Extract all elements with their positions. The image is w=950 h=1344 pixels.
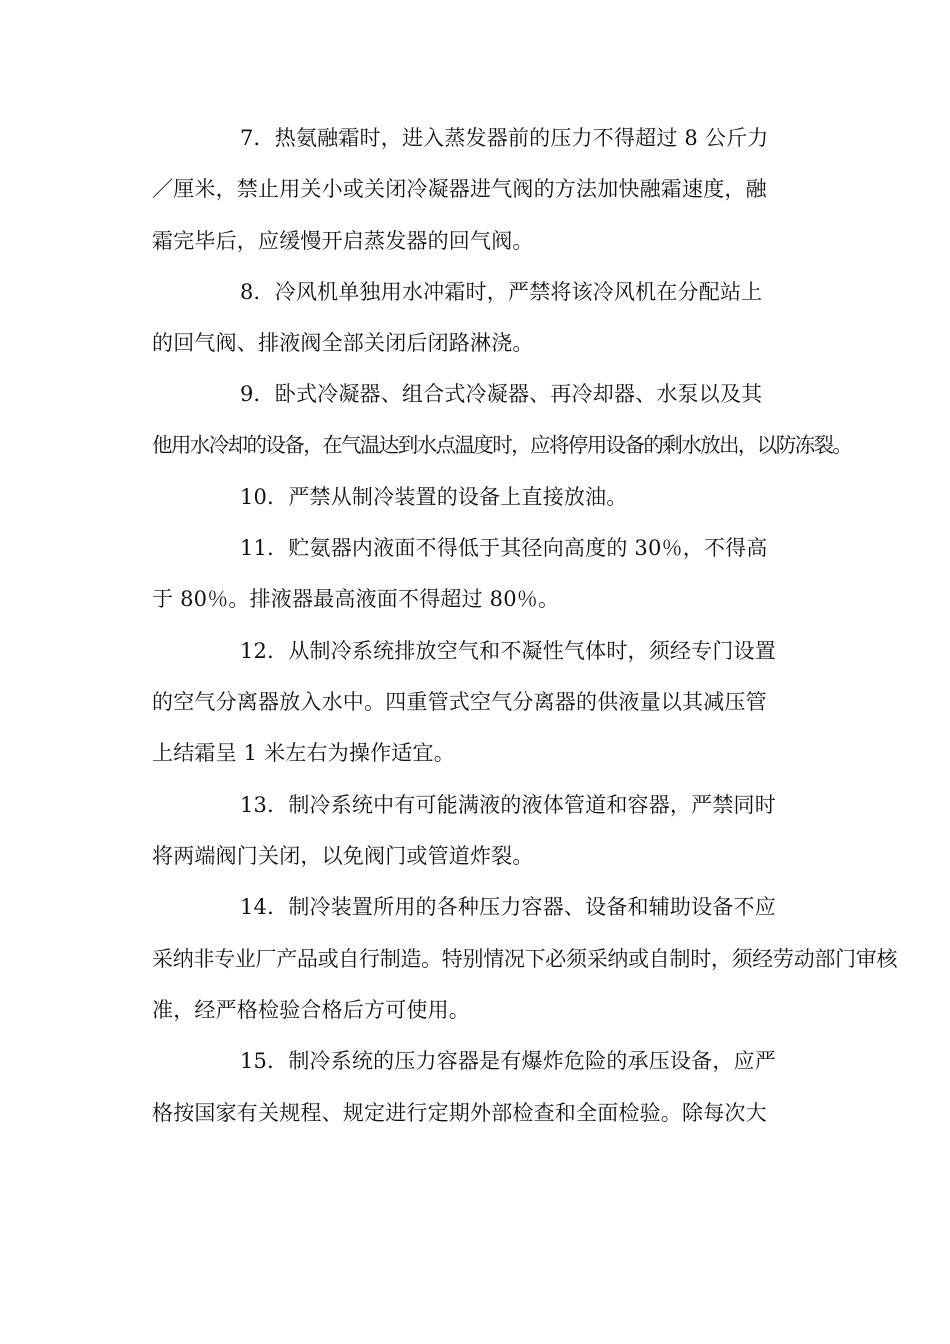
text-line: 格按国家有关规程、规定进行定期外部检查和全面检验。除每次大 (152, 1101, 767, 1125)
text-line-item11-start: 11．贮氨器内液面不得低于其径向高度的 30％，不得高 (240, 536, 768, 560)
text-line: 的空气分离器放入水中。四重管式空气分离器的供液量以其减压管 (152, 690, 767, 714)
text-line: 采纳非专业厂产品或自行制造。特别情况下必须采纳或自制时，须经劳动部门审核 (152, 947, 898, 971)
text-line-item13-start: 13．制冷系统中有可能满液的液体管道和容器，严禁同时 (240, 793, 776, 817)
text-line: 他用水冷却的设备，在气温达到水点温度时，应将停用设备的剩水放出，以防冻裂。 (152, 433, 852, 457)
text-line: 准，经严格检验合格后方可使用。 (152, 998, 470, 1022)
text-line-item8-start: 8．冷风机单独用水冲霜时，严禁将该冷风机在分配站上 (240, 280, 763, 304)
text-line: 上结霜呈 1 米左右为操作适宜。 (152, 741, 455, 765)
text-line: 将两端阀门关闭，以免阀门或管道炸裂。 (152, 844, 534, 868)
text-line-item7-start: 7．热氨融霜时，进入蒸发器前的压力不得超过 8 公斤力 (240, 126, 769, 150)
text-line-item15-start: 15．制冷系统的压力容器是有爆炸危险的承压设备，应严 (240, 1049, 776, 1073)
text-line-item12-start: 12．从制冷系统排放空气和不凝性气体时，须经专门设置 (240, 639, 776, 663)
text-line-item14-start: 14．制冷装置所用的各种压力容器、设备和辅助设备不应 (240, 895, 776, 919)
text-line-item9-start: 9．卧式冷凝器、组合式冷凝器、再冷却器、水泵以及其 (240, 382, 763, 406)
text-line: 的回气阀、排液阀全部关闭后闭路淋浇。 (152, 331, 534, 355)
text-line: 霜完毕后，应缓慢开启蒸发器的回气阀。 (152, 229, 534, 253)
text-line: 于 80％。排液器最高液面不得超过 80％。 (152, 587, 560, 611)
text-line: ／厘米，禁止用关小或关闭冷凝器进气阀的方法加快融霜速度，融 (152, 177, 767, 201)
text-line-item10-start: 10．严禁从制冷装置的设备上直接放油。 (240, 485, 628, 509)
